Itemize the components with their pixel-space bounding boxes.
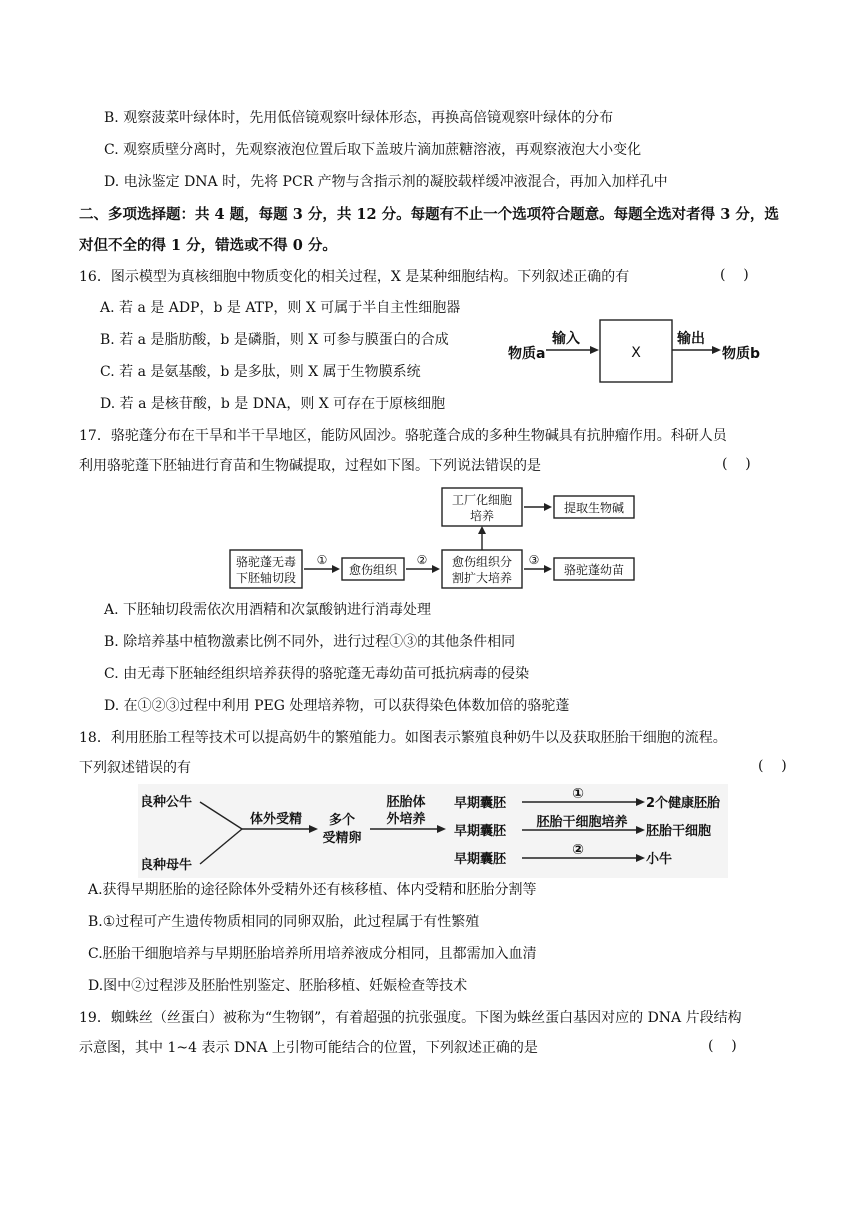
q18-cow-label: 良种母牛 <box>140 858 193 873</box>
q17-expand-line1: 愈伤组织分 <box>451 555 513 569</box>
q17-arrowhead3 <box>544 565 552 573</box>
q15-option-b: B. 观察菠菜叶绿体时，先用低倍镜观察叶绿体形态，再换高倍镜观察叶绿体的分布 <box>104 110 614 126</box>
q18-blastocyst-1: 早期囊胚 <box>454 796 507 811</box>
q17-arrowhead-up <box>478 526 486 534</box>
q17-answer-blank: ( ) <box>722 456 751 472</box>
q18-blastocyst-2: 早期囊胚 <box>454 824 507 839</box>
q19-answer-blank: ( ) <box>708 1038 737 1054</box>
q17-stem-line2: 利用骆驼蓬下胚轴进行育苗和生物碱提取，过程如下图。下列说法错误的是 <box>79 458 541 474</box>
q18-esc-label: 胚胎干细胞 <box>646 824 712 839</box>
q18-esc-culture-label: 胚胎干细胞培养 <box>536 815 628 830</box>
q16-material-b: 物质b <box>722 346 761 362</box>
section2-heading-line2: 对但不全的得 1 分，错选或不得 0 分。 <box>79 237 337 254</box>
q16-output-arrowhead <box>712 346 721 354</box>
q19-stem-line1: 19．蜘蛛丝（丝蛋白）被称为“生物钢”，有着超强的抗张强度。下图为蛛丝蛋白基因对应的 DNA 片段结构 <box>79 1010 742 1026</box>
q15-option-d: D. 电泳鉴定 DNA 时，先将 PCR 产物与含指示剂的凝胶载样缓冲液混合，再加入加样孔中 <box>104 174 668 190</box>
q18-stem-line2: 下列叙述错误的有 <box>79 760 191 776</box>
q16-option-d: D. 若 a 是核苷酸，b 是 DNA，则 X 可存在于原核细胞 <box>100 396 446 412</box>
q16-diagram <box>500 316 770 388</box>
q17-seedling-label: 骆驼蓬幼苗 <box>563 563 625 577</box>
q18-answer-blank: ( ) <box>758 758 787 774</box>
q18-culture-line2: 外培养 <box>386 812 426 827</box>
q18-option-a: A.获得早期胚胎的途径除体外受精外还有核移植、体内受精和胚胎分割等 <box>88 882 537 898</box>
q17-expand-line2: 割扩大培养 <box>451 571 513 585</box>
q17-step1-label: ① <box>316 553 328 567</box>
q18-eggs-line2: 受精卵 <box>322 831 362 846</box>
q17-stem-line1: 17．骆驼蓬分布在干旱和半干旱地区，能防风固沙。骆驼蓬合成的多种生物碱具有抗肿瘤作用。科研人员 <box>79 428 727 444</box>
q17-factory-line1: 工厂化细胞 <box>451 493 513 507</box>
q17-arrowhead2 <box>432 565 440 573</box>
q17-option-c: C. 由无毒下胚轴经组织培养获得的骆驼蓬无毒幼苗可抵抗病毒的侵染 <box>104 666 530 682</box>
q17-callus-label: 愈伤组织 <box>348 563 398 577</box>
q18-blastocyst-3: 早期囊胚 <box>454 852 507 867</box>
q16-option-a: A. 若 a 是 ADP，b 是 ATP，则 X 可属于半自主性细胞器 <box>100 300 461 316</box>
q17-step2-label: ② <box>416 553 428 567</box>
q17-start-line2: 下胚轴切段 <box>235 571 297 585</box>
q18-option-c: C.胚胎干细胞培养与早期胚胎培养所用培养液成分相同，且都需加入血清 <box>88 946 537 962</box>
q18-option-d: D.图中②过程涉及胚胎性别鉴定、胚胎移植、妊娠检查等技术 <box>88 978 468 994</box>
q16-input-label: 输入 <box>552 331 580 347</box>
q17-option-b: B. 除培养基中植物激素比例不同外，进行过程①③的其他条件相同 <box>104 634 516 650</box>
q17-step3-label: ③ <box>528 553 540 567</box>
q16-structure-label: X <box>631 345 641 361</box>
section2-heading-line1: 二、多项选择题：共 4 题，每题 3 分，共 12 分。每题有不止一个选项符合题意。每题全选对者得 3 分，选 <box>79 206 779 223</box>
q18-mark1: ① <box>572 786 584 802</box>
q17-arrowhead1 <box>332 565 340 573</box>
q17-factory-line2: 培养 <box>469 509 495 523</box>
q17-option-a: A. 下胚轴切段需依次用酒精和次氯酸钠进行消毒处理 <box>104 602 432 618</box>
q18-mark2: ② <box>572 842 584 858</box>
q16-output-label: 输出 <box>677 331 705 347</box>
q17-flow-diagram <box>228 486 640 590</box>
q17-arrowhead-extract <box>544 503 552 511</box>
q19-stem-line2: 示意图，其中 1~4 表示 DNA 上引物可能结合的位置，下列叙述正确的是 <box>79 1040 538 1056</box>
q18-eggs-line1: 多个 <box>328 813 356 828</box>
q18-calf-label: 小牛 <box>646 852 673 867</box>
q16-material-a: 物质a <box>508 346 546 362</box>
q16-option-c: C. 若 a 是氨基酸，b 是多肽，则 X 属于生物膜系统 <box>100 364 421 380</box>
q18-bull-label: 良种公牛 <box>140 795 193 810</box>
q17-option-d: D. 在①②③过程中利用 PEG 处理培养物，可以获得染色体数加倍的骆驼蓬 <box>104 698 570 714</box>
q16-stem: 16．图示模型为真核细胞中物质变化的相关过程，X 是某种细胞结构。下列叙述正确的有 <box>79 269 630 285</box>
q18-culture-line1: 胚胎体 <box>386 795 426 810</box>
q18-embryos-label: 2个健康胚胎 <box>646 796 721 811</box>
q18-flow-diagram <box>138 784 728 878</box>
q17-extract-label: 提取生物碱 <box>563 501 625 515</box>
q16-input-arrowhead <box>590 346 599 354</box>
q17-start-line1: 骆驼蓬无毒 <box>235 555 297 569</box>
q18-stem-line1: 18．利用胚胎工程等技术可以提高奶牛的繁殖能力。如图表示繁殖良种奶牛以及获取胚胎干细胞的流程。 <box>79 730 727 746</box>
q18-option-b: B.①过程可产生遗传物质相同的同卵双胎，此过程属于有性繁殖 <box>88 914 480 930</box>
q16-answer-blank: ( ) <box>720 267 749 283</box>
q18-ivf-label: 体外受精 <box>250 812 303 827</box>
q15-option-c: C. 观察质壁分离时，先观察液泡位置后取下盖玻片滴加蔗糖溶液，再观察液泡大小变化 <box>104 142 642 158</box>
q16-option-b: B. 若 a 是脂肪酸，b 是磷脂，则 X 可参与膜蛋白的合成 <box>100 332 449 348</box>
